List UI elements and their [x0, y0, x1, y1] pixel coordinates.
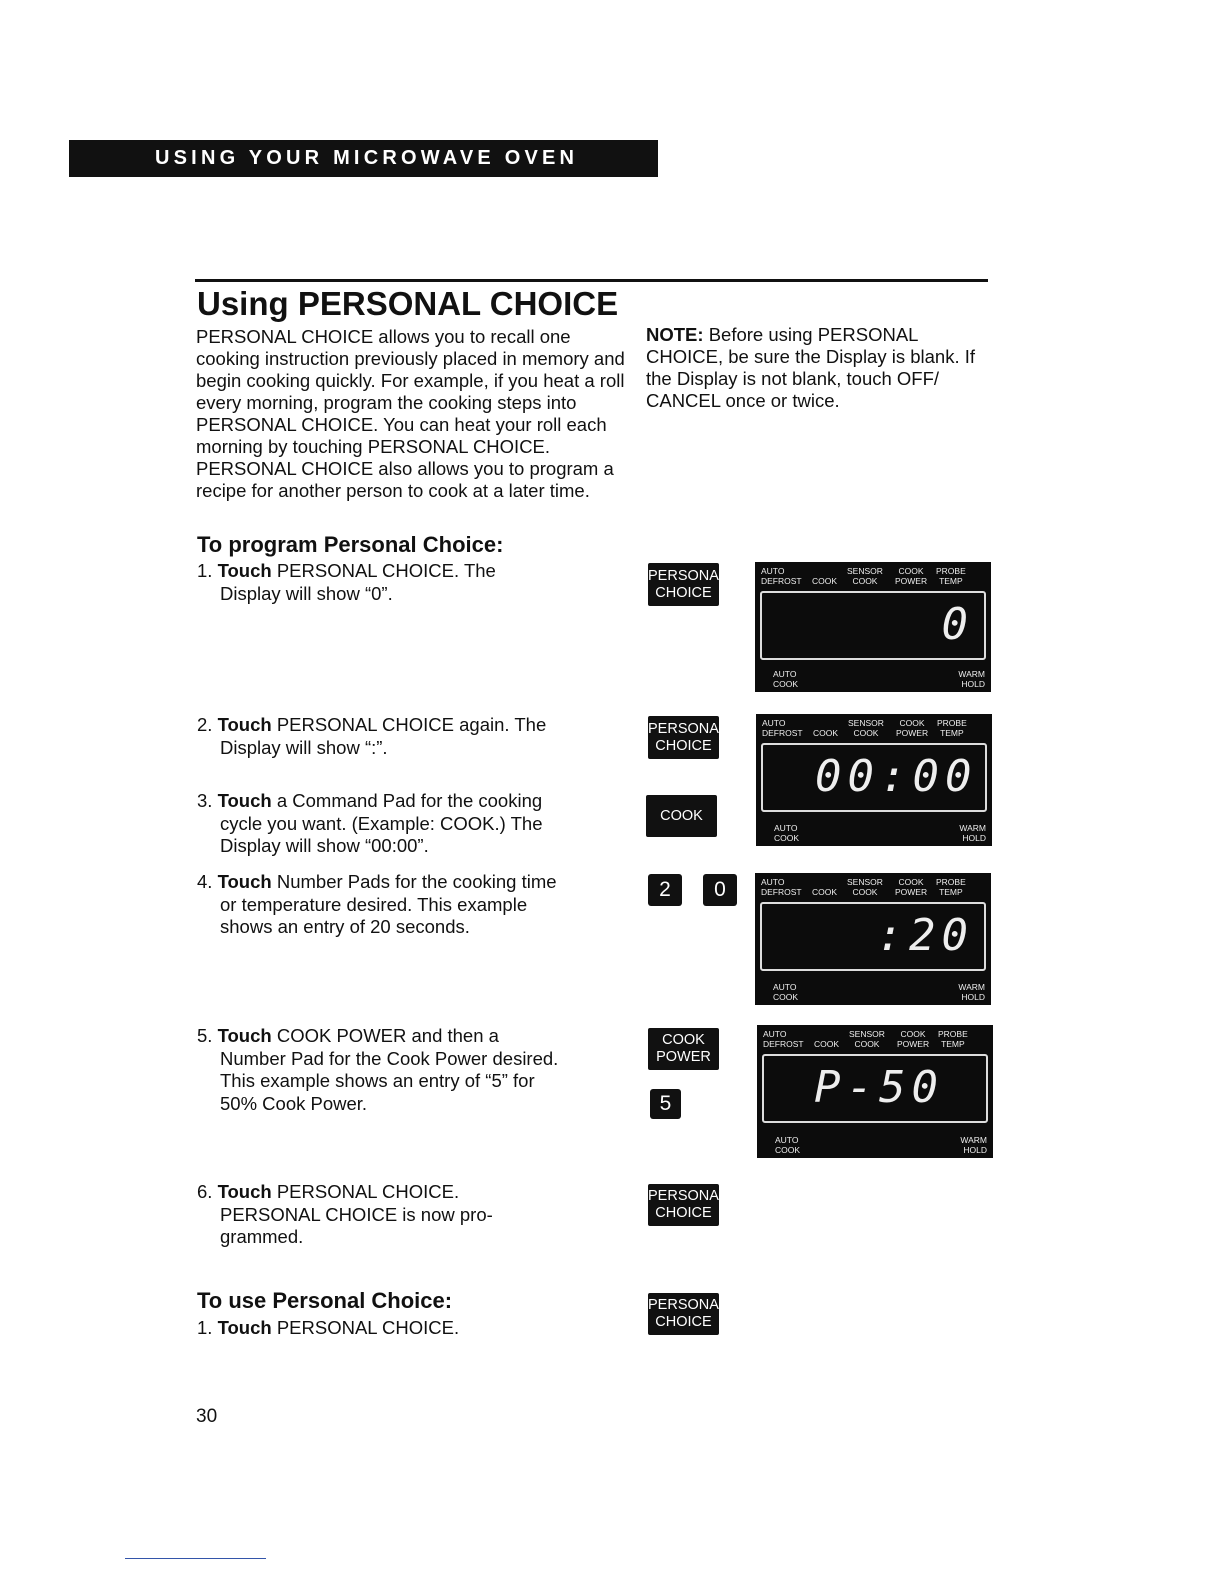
display-readout: P-50: [814, 1062, 944, 1113]
step-number: 4.: [197, 871, 213, 892]
step-number: 1.: [197, 560, 213, 581]
display-label: AUTO: [773, 982, 797, 992]
display-label: PROBE: [937, 718, 967, 728]
pad-label: 0: [714, 878, 726, 901]
step-text: PERSONAL CHOICE.: [271, 1317, 460, 1338]
display-label: TEMP: [939, 576, 963, 586]
use-heading: To use Personal Choice:: [197, 1288, 453, 1313]
step-text: 50% Cook Power.: [220, 1092, 368, 1114]
display-label: WARM: [960, 1135, 987, 1145]
pad-label: POWER: [656, 1049, 711, 1065]
pad-label: PERSONAL: [648, 567, 727, 584]
step-verb: Touch: [217, 1025, 272, 1046]
display-readout: 0: [941, 599, 974, 650]
display-label: WARM: [958, 669, 985, 679]
personal-choice-pad[interactable]: [648, 716, 727, 759]
step-text: PERSONAL CHOICE is now pro-: [220, 1203, 493, 1225]
display-label: COOK: [898, 877, 924, 887]
step-text: a Command Pad for the cooking: [271, 790, 543, 811]
display-label: AUTO: [761, 566, 785, 576]
number-pad-0[interactable]: [703, 874, 737, 906]
program-step-2: [197, 714, 546, 759]
intro-paragraph: PERSONAL CHOICE allows you to recall one cooking instruction previously placed in memory and begin cooking quickly. For example, if you heat a roll every morning, program the cooking steps into PERSONAL CHOICE. You can heat your roll each morning by touching PERSONAL CHOICE. PERSONAL CHOICE also allows you to program a recipe for another person to cook at a later time.: [196, 326, 625, 501]
pad-label: CHOICE: [655, 584, 712, 601]
step-text: Number Pad for the Cook Power desired.: [220, 1047, 559, 1069]
step-verb: Touch: [217, 560, 272, 581]
display-label: PROBE: [936, 566, 966, 576]
program-step-5: [197, 1025, 558, 1115]
step-text: PERSONAL CHOICE. The: [271, 560, 496, 581]
display-label: COOK: [898, 566, 924, 576]
display-label: AUTO: [762, 718, 786, 728]
display-label: COOK: [813, 728, 839, 738]
step-text: Display will show “:”.: [220, 736, 388, 758]
display-label: SENSOR: [847, 877, 883, 887]
display-readout: :20: [876, 910, 974, 961]
personal-choice-pad[interactable]: [648, 563, 727, 606]
oven-display-2: [756, 714, 992, 846]
section-header-bar: USING YOUR MICROWAVE OVEN: [69, 140, 658, 177]
step-number: 6.: [197, 1181, 213, 1202]
program-step-1: [197, 560, 496, 605]
step-text: This example shows an entry of “5” for: [220, 1070, 535, 1091]
display-screen: [760, 591, 986, 660]
display-label: COOK: [899, 718, 925, 728]
display-label: SENSOR: [849, 1029, 885, 1039]
program-step-4: [197, 871, 557, 939]
program-heading: To program Personal Choice:: [197, 532, 504, 557]
oven-display-4: [757, 1025, 993, 1158]
step-text: COOK POWER and then a: [271, 1025, 499, 1046]
step-verb: Touch: [217, 1317, 272, 1338]
display-label: COOK: [812, 887, 838, 897]
page-number: 30: [196, 1406, 218, 1427]
display-label: COOK: [852, 887, 878, 897]
display-label: COOK: [775, 1145, 801, 1155]
step-number: 5.: [197, 1025, 213, 1046]
display-label: AUTO: [775, 1135, 799, 1145]
display-label: COOK: [774, 833, 800, 843]
display-label: COOK: [854, 1039, 880, 1049]
pad-label: CHOICE: [655, 1314, 712, 1330]
display-label: HOLD: [961, 679, 985, 689]
cook-pad[interactable]: [646, 795, 717, 837]
pad-label: PERSONAL: [648, 720, 727, 737]
step-number: 1.: [197, 1317, 213, 1338]
step-text: grammed.: [220, 1226, 304, 1247]
display-screen: [760, 902, 986, 971]
step-verb: Touch: [217, 871, 272, 892]
title-rule: [195, 279, 988, 282]
pad-label: PERSONAL: [648, 1297, 727, 1313]
pad-label: PERSONAL: [648, 1188, 727, 1204]
display-label: AUTO: [763, 1029, 787, 1039]
display-label: COOK: [900, 1029, 926, 1039]
program-step-3: [197, 790, 543, 858]
display-label: DEFROST: [761, 887, 802, 897]
oven-display-1: [755, 562, 991, 692]
step-verb: Touch: [217, 790, 272, 811]
display-label: COOK: [773, 679, 799, 689]
display-label: AUTO: [774, 823, 798, 833]
personal-choice-pad[interactable]: [648, 1293, 727, 1335]
display-label: HOLD: [961, 992, 985, 1002]
display-label: SENSOR: [848, 718, 884, 728]
display-readout: 00:00: [815, 751, 978, 802]
display-label: TEMP: [941, 1039, 965, 1049]
step-text: Number Pads for the cooking time: [271, 871, 557, 892]
cook-power-pad[interactable]: [648, 1028, 719, 1070]
step-text: cycle you want. (Example: COOK.) The: [220, 812, 543, 834]
display-label: AUTO: [773, 669, 797, 679]
program-step-6: [197, 1181, 493, 1249]
pad-label: CHOICE: [655, 737, 712, 754]
step-number: 3.: [197, 790, 213, 811]
pad-label: COOK: [662, 1032, 705, 1048]
note-paragraph: [646, 324, 998, 412]
step-verb: Touch: [217, 714, 272, 735]
step-verb: Touch: [217, 1181, 272, 1202]
note-text: Before using PERSONAL CHOICE, be sure the Display is blank. If the Display is not blank, touch OFF/ CANCEL once or twice.: [646, 324, 976, 411]
display-label: COOK: [812, 576, 838, 586]
note-label: NOTE:: [646, 324, 704, 345]
step-text: PERSONAL CHOICE.: [271, 1181, 460, 1202]
display-label: PROBE: [936, 877, 966, 887]
display-label: POWER: [897, 1039, 930, 1049]
display-label: COOK: [853, 728, 879, 738]
step-text: Display will show “0”.: [220, 582, 393, 604]
display-label: COOK: [814, 1039, 840, 1049]
personal-choice-pad[interactable]: [648, 1184, 727, 1226]
display-label: HOLD: [963, 1145, 987, 1155]
display-label: TEMP: [940, 728, 964, 738]
oven-display-3: [755, 873, 991, 1005]
number-pad-2[interactable]: [648, 874, 682, 906]
display-label: SENSOR: [847, 566, 883, 576]
pad-label: 2: [659, 878, 671, 901]
pad-label: CHOICE: [655, 1205, 712, 1221]
step-text: or temperature desired. This example: [220, 893, 528, 915]
page-title: Using PERSONAL CHOICE: [197, 285, 619, 322]
display-label: COOK: [852, 576, 878, 586]
use-step-1: [197, 1317, 459, 1340]
display-screen: [761, 743, 987, 812]
display-screen: [762, 1054, 988, 1123]
step-text: Display will show “00:00”.: [220, 835, 429, 856]
display-label: COOK: [773, 992, 799, 1002]
display-label: WARM: [959, 823, 986, 833]
display-label: DEFROST: [761, 576, 802, 586]
step-number: 2.: [197, 714, 213, 735]
step-text: shows an entry of 20 seconds.: [220, 916, 470, 937]
pad-label: 5: [659, 1092, 672, 1115]
display-label: TEMP: [939, 887, 963, 897]
number-pad-5[interactable]: [650, 1089, 681, 1119]
display-label: PROBE: [938, 1029, 968, 1039]
pad-label: COOK: [660, 807, 703, 824]
display-label: POWER: [896, 728, 929, 738]
display-label: DEFROST: [762, 728, 803, 738]
display-label: POWER: [895, 887, 928, 897]
display-label: DEFROST: [763, 1039, 804, 1049]
footer-rule: [125, 1558, 266, 1559]
display-label: WARM: [958, 982, 985, 992]
display-label: HOLD: [962, 833, 986, 843]
display-label: POWER: [895, 576, 928, 586]
step-text: PERSONAL CHOICE again. The: [271, 714, 547, 735]
display-label: AUTO: [761, 877, 785, 887]
